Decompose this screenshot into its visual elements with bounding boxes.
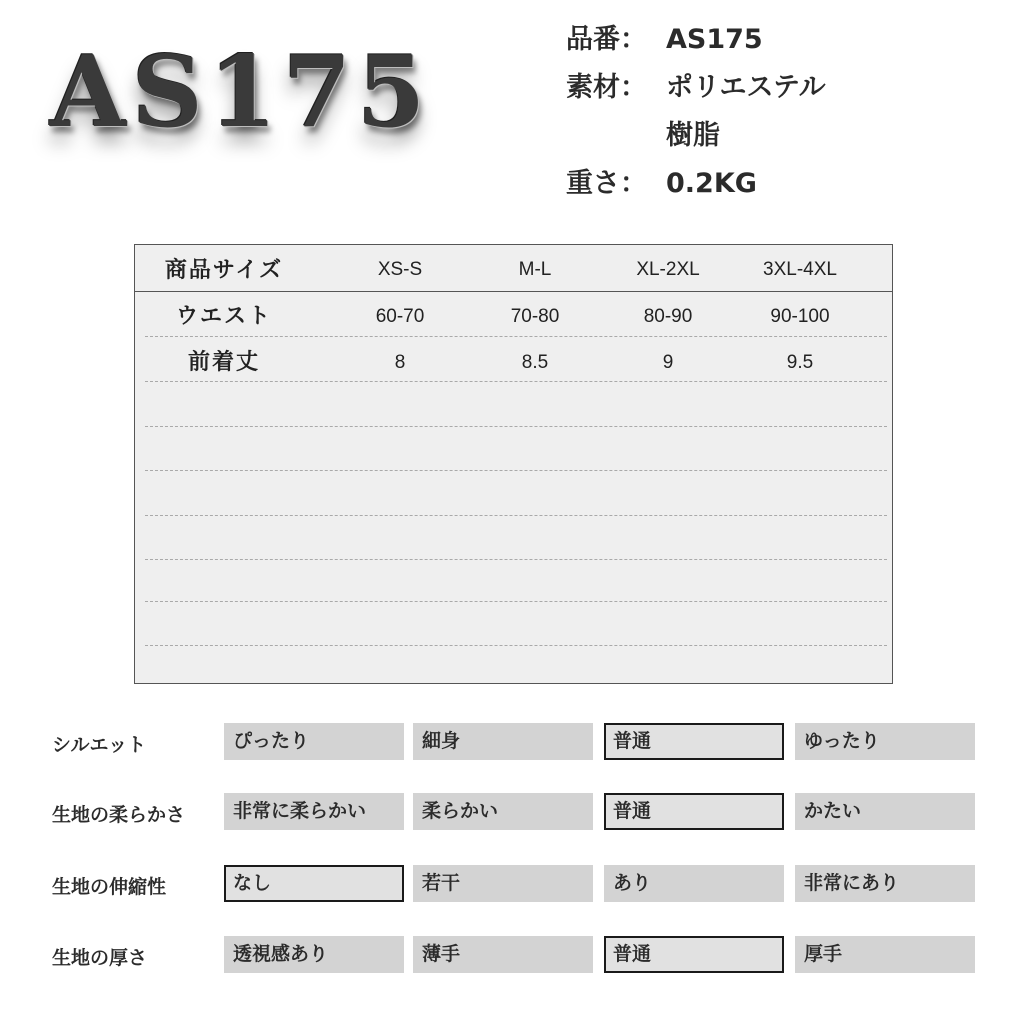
spec-weight-value: 0.2KG <box>666 168 757 199</box>
spec-weight-label: 重さ： <box>566 168 647 199</box>
size-row-label: ウエスト <box>175 304 272 329</box>
table-divider <box>145 336 887 337</box>
attribute-label: 生地の伸縮性 <box>52 876 167 898</box>
option-box[interactable]: 厚手 <box>795 936 975 973</box>
table-divider <box>145 515 887 516</box>
size-cell: 70-80 <box>510 306 560 327</box>
size-cell: 60-70 <box>375 306 425 327</box>
table-divider <box>145 426 887 427</box>
size-header-cell: XS-S <box>377 259 423 280</box>
spec-row-model <box>566 20 866 68</box>
table-divider <box>145 601 887 602</box>
size-cell: 8 <box>394 352 406 373</box>
option-box[interactable]: かたい <box>795 793 975 830</box>
size-header-cell: XL-2XL <box>636 259 700 280</box>
size-cell: 9 <box>662 352 674 373</box>
option-box[interactable]: 薄手 <box>413 936 593 973</box>
option-box[interactable]: 細身 <box>413 723 593 760</box>
spec-material-value-2: 樹脂 <box>666 120 720 151</box>
spec-row-material-2 <box>566 116 866 164</box>
option-box[interactable]: あり <box>604 865 784 902</box>
spec-row-material <box>566 68 866 116</box>
size-table <box>134 244 893 684</box>
table-divider <box>145 559 887 560</box>
size-header-cell: 3XL-4XL <box>763 259 837 280</box>
option-box[interactable]: ぴったり <box>224 723 404 760</box>
option-box[interactable]: 普通 <box>604 793 784 830</box>
attribute-label: シルエット <box>52 734 147 756</box>
spec-model-label: 品番： <box>566 24 647 55</box>
option-box[interactable]: 普通 <box>604 936 784 973</box>
table-divider <box>145 645 887 646</box>
spec-material-label: 素材： <box>566 72 647 103</box>
size-cell: 9.5 <box>786 352 814 373</box>
size-table-header <box>135 245 892 292</box>
size-cell: 90-100 <box>770 306 830 327</box>
size-row-label: 前着丈 <box>187 350 260 375</box>
size-cell: 80-90 <box>643 306 693 327</box>
option-box[interactable]: 非常に柔らかい <box>224 793 404 830</box>
option-box[interactable]: なし <box>224 865 404 902</box>
spec-model-value: AS175 <box>666 24 763 55</box>
spec-material-value-1: ポリエステル <box>666 72 826 103</box>
product-logo: AS175 <box>50 35 432 150</box>
option-box[interactable]: ゆったり <box>795 723 975 760</box>
option-box[interactable]: 非常にあり <box>795 865 975 902</box>
option-box[interactable]: 普通 <box>604 723 784 760</box>
attribute-label: 生地の厚さ <box>52 947 148 969</box>
size-header-cell: M-L <box>518 259 552 280</box>
size-cell: 8.5 <box>521 352 549 373</box>
spec-block <box>566 20 866 212</box>
table-divider <box>145 470 887 471</box>
size-header-label: 商品サイズ <box>164 258 284 283</box>
spec-row-weight <box>566 164 866 212</box>
option-box[interactable]: 柔らかい <box>413 793 593 830</box>
table-divider <box>145 381 887 382</box>
option-box[interactable]: 若干 <box>413 865 593 902</box>
attribute-label: 生地の柔らかさ <box>52 804 186 826</box>
option-box[interactable]: 透視感あり <box>224 936 404 973</box>
